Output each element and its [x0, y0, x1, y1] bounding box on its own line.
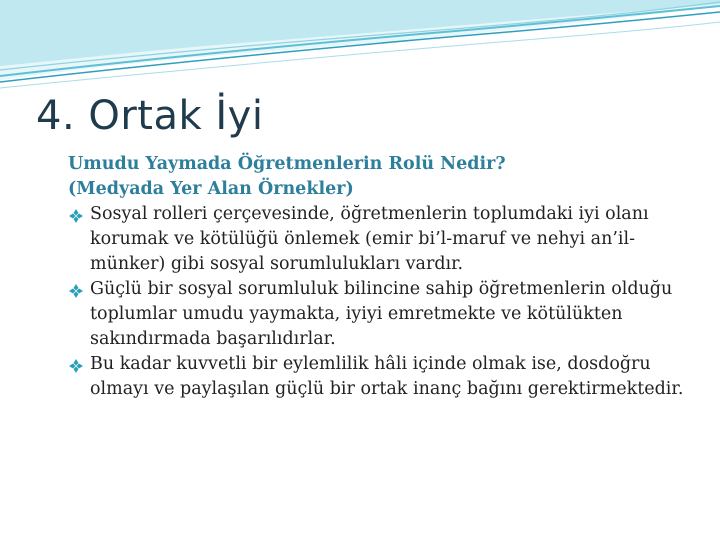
- diamond-bullet-icon: [68, 208, 84, 224]
- slide-title: 4. Ortak İyi: [36, 93, 264, 139]
- bullet-text: Sosyal rolleri çerçevesinde, öğretmenlerin toplumdaki iyi olanı korumak ve kötülüğü önlemek (emir bi’l-maruf ve nehyi an’il-münker) gibi sosyal sorumlulukları vardır.: [90, 204, 649, 274]
- subtitle-line-2: (Medyada Yer Alan Örnekler): [68, 179, 354, 199]
- bullet-item: [68, 277, 708, 352]
- bullet-text: Bu kadar kuvvetli bir eylemlilik hâli içinde olmak ise, dosdoğru olmayı ve paylaşılan güçlü bir ortak inanç bağını gerektirmektedir.: [90, 354, 684, 399]
- subtitle-line-1: Umudu Yaymada Öğretmenlerin Rolü Nedir?: [68, 154, 506, 174]
- diamond-bullet-icon: [68, 358, 84, 374]
- bullet-item: [68, 202, 708, 277]
- bullet-text: Güçlü bir sosyal sorumluluk bilincine sahip öğretmenlerin olduğu toplumlar umudu yaymakta, iyiyi emretmekte ve kötülükten sakındırmada başarılıdırlar.: [90, 279, 673, 349]
- diamond-bullet-icon: [68, 283, 84, 299]
- bullet-list: [68, 202, 708, 402]
- bullet-item: [68, 352, 708, 402]
- wave-header-decoration: [0, 0, 720, 92]
- slide-body: [68, 152, 708, 402]
